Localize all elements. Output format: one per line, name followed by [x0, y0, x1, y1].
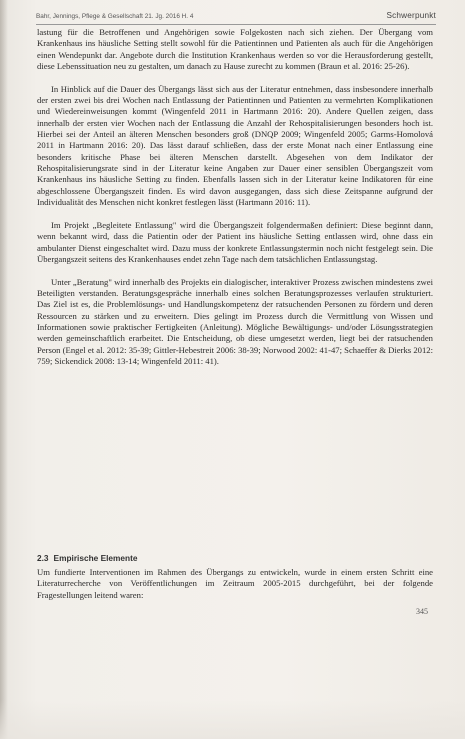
section-body: Um fundierte Interventionen im Rahmen des Übergangs zu entwickeln, wurde in einem ersten Schritt eine Literaturrecherche von Veröffentlichungen im Zeitraum 2005-2015 durchgeführt, bei der folgende Fragestellungen leitend waren:	[37, 567, 433, 600]
paragraph-2: In Hinblick auf die Dauer des Übergangs lässt sich aus der Literatur entnehmen, dass insbesondere innerhalb der ersten zwei bis drei Wochen nach Entlassung der Patientinnen und Patienten zu vermehrten Komplikationen und Wiedereinweisungen kommt (Wingenfeld 2011 in Hartmann 2016: 20). Andere Quellen zeigen, dass innerhalb der ersten vier Wochen nach der Entlassung die Anzahl der Rehospitalisierungen besonders hoch ist. Hierbei sei der Anteil an älteren Menschen besonders groß (DNQP 2009; Wingenfeld 2005; Garms-Homolová 2011 in Hartmann 2016: 20). Das lässt darauf schließen, dass der erste Monat nach einer Entlassung eine besonders kritische Phase bei älteren Menschen darstellt. Abgesehen von dem Indikator der Rehospitalisierungsrate sind in der Literatur keine Angaben zur Dauer einer sensiblen Übergangszeit vom Krankenhaus ins häusliche Setting zu finden. Ebenfalls lassen sich in der Literatur keine Indikatoren für eine abgeschlossene Übergangszeit finden. Es wird davon ausgegangen, dass sich diese Zeitspanne aufgrund der Individualität des Menschen nicht konkret festlegen lässt (Hartmann 2016: 11).	[37, 83, 433, 208]
body-text	[37, 27, 433, 367]
page-number: 345	[416, 607, 428, 616]
header-rule	[36, 24, 436, 25]
header-journal: Bahr, Jennings, Pflege & Gesellschaft 21. Jg. 2016 H. 4	[36, 13, 194, 20]
running-header	[36, 9, 436, 25]
section-title: Empirische Elemente	[53, 553, 138, 563]
header-section: Schwerpunkt	[386, 11, 436, 20]
page-bottom-shade	[0, 700, 465, 739]
paragraph-1: lastung für die Betroffenen und Angehörigen sowie Folgekosten nach sich ziehen. Der Übergang vom Krankenhaus ins häusliche Setting stellt sowohl für die Patientinnen und Patienten als auch für die Angehörigen einen Wendepunkt dar. Angebote durch die Institution Krankenhaus werden so vor die Herausforderung gestellt, diese Lebenssituation neu zu gestalten, um danach zu Hause zurecht zu kommen (Braun et al. 2016: 25-26).	[37, 27, 433, 72]
paragraph-3: Im Projekt „Begleitete Entlassung" wird die Übergangszeit folgendermaßen definiert: Diese beginnt dann, wenn bekannt wird, dass die Patientin oder der Patient ins häusliche Setting entlassen wird, ohne dass ein ambulanter Dienst eingeschaltet wird. Dazu muss der konkrete Entlassungstermin noch nicht festgelegt sein. Die Übergangszeit seitens des Krankenhauses endet zehn Tage nach dem tatsächlichen Entlassungstag.	[37, 219, 433, 264]
section-heading	[37, 553, 433, 563]
paragraph-4: Unter „Beratung" wird innerhalb des Projekts ein dialogischer, interaktiver Prozess zwischen mindestens zwei Beteiligten verstanden. Beratungsgespräche innerhalb eines solchen Beratungsprozesses verlaufen strukturiert. Das Ziel ist es, die Problemlösungs- und Handlungskompetenz der ratsuchenden Personen zu fördern und deren Ressourcen zu stärken und zu erweitern. Dies gelingt im Prozess durch die Vermittlung von Wissen und Informationen sowie praktischer Fertigkeiten (Anleitung). Mögliche Bewältigungs- und/oder Lösungsstrategien werden gemeinschaftlich erarbeitet. Die Entscheidung, ob diese umgesetzt werden, liegt bei der ratsuchenden Person (Engel et al. 2012: 35-39; Gittler-Hebestreit 2006: 38-39; Norwood 2002: 41-47; Schaeffer & Dierks 2012: 759; Sickendick 2008: 13-14; Wingenfeld 2011: 41).	[37, 276, 433, 366]
section-number: 2.3	[37, 553, 49, 563]
binding-shadow	[0, 0, 8, 739]
